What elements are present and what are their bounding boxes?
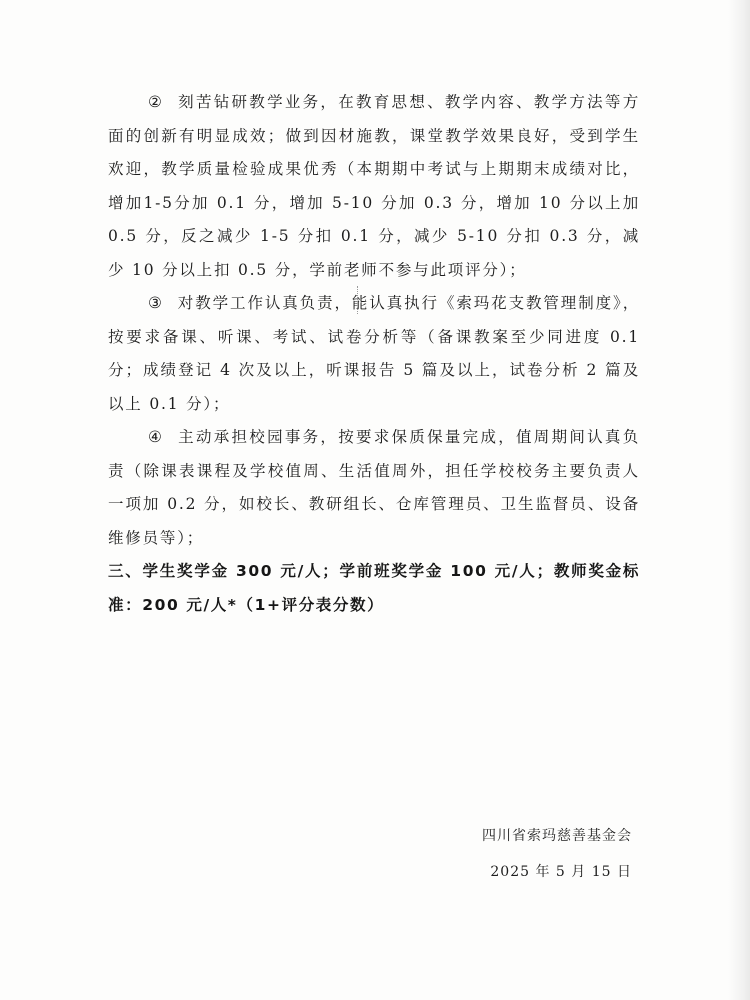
- paragraph-text: 对教学工作认真负责，能认真执行《索玛花支教管理制度》，按要求备课、听课、考试、试卷分析等（备课教案至少同进度 0.1 分；成绩登记 4 次及以上，听课报告 5 篇及以上，试卷分析 2 篇及以上 0.1 分）；: [108, 294, 640, 413]
- paragraph-text: 刻苦钻研教学业务，在教育思想、教学内容、教学方法等方面的创新有明显成效；做到因材施教，课堂教学效果良好，受到学生欢迎，教学质量检验成果优秀（本期期中考试与上期期末成绩对比，增加1-5分加 0.1 分，增加 5-10 分加 0.3 分，增加 10 分以上加 0.5 分，反之减少 1-5 分扣 0.1 分，减少 5-10 分扣 0.3 分，减少 10 分以上扣 0.5 分，学前老师不参与此项评分）；: [108, 93, 640, 279]
- signature-block: [482, 818, 632, 890]
- circled-number-2: ②: [148, 93, 164, 111]
- circled-number-4: ④: [148, 428, 164, 446]
- scan-stray-mark: [357, 286, 361, 314]
- paragraph-item-2: [108, 86, 640, 287]
- document-body: [108, 86, 640, 622]
- paragraph-text: 主动承担校园事务，按要求保质保量完成，值周期间认真负责（除课表课程及学校值周、生活值周外，担任学校校务主要负责人一项加 0.2 分，如校长、教研组长、仓库管理员、卫生监督员、设备维修员等）；: [108, 428, 640, 547]
- section-3-heading: 三、学生奖学金 300 元/人；学前班奖学金 100 元/人；教师奖金标准：200 元/人*（1+评分表分数）: [108, 562, 640, 614]
- signature-date: 2025 年 5 月 15 日: [490, 864, 632, 880]
- paragraph-item-3: [108, 287, 640, 421]
- circled-number-3: ③: [148, 294, 164, 312]
- paragraph-item-4: [108, 421, 640, 555]
- scan-edge-shadow: [728, 0, 750, 1000]
- signature-organization: 四川省索玛慈善基金会: [482, 828, 632, 844]
